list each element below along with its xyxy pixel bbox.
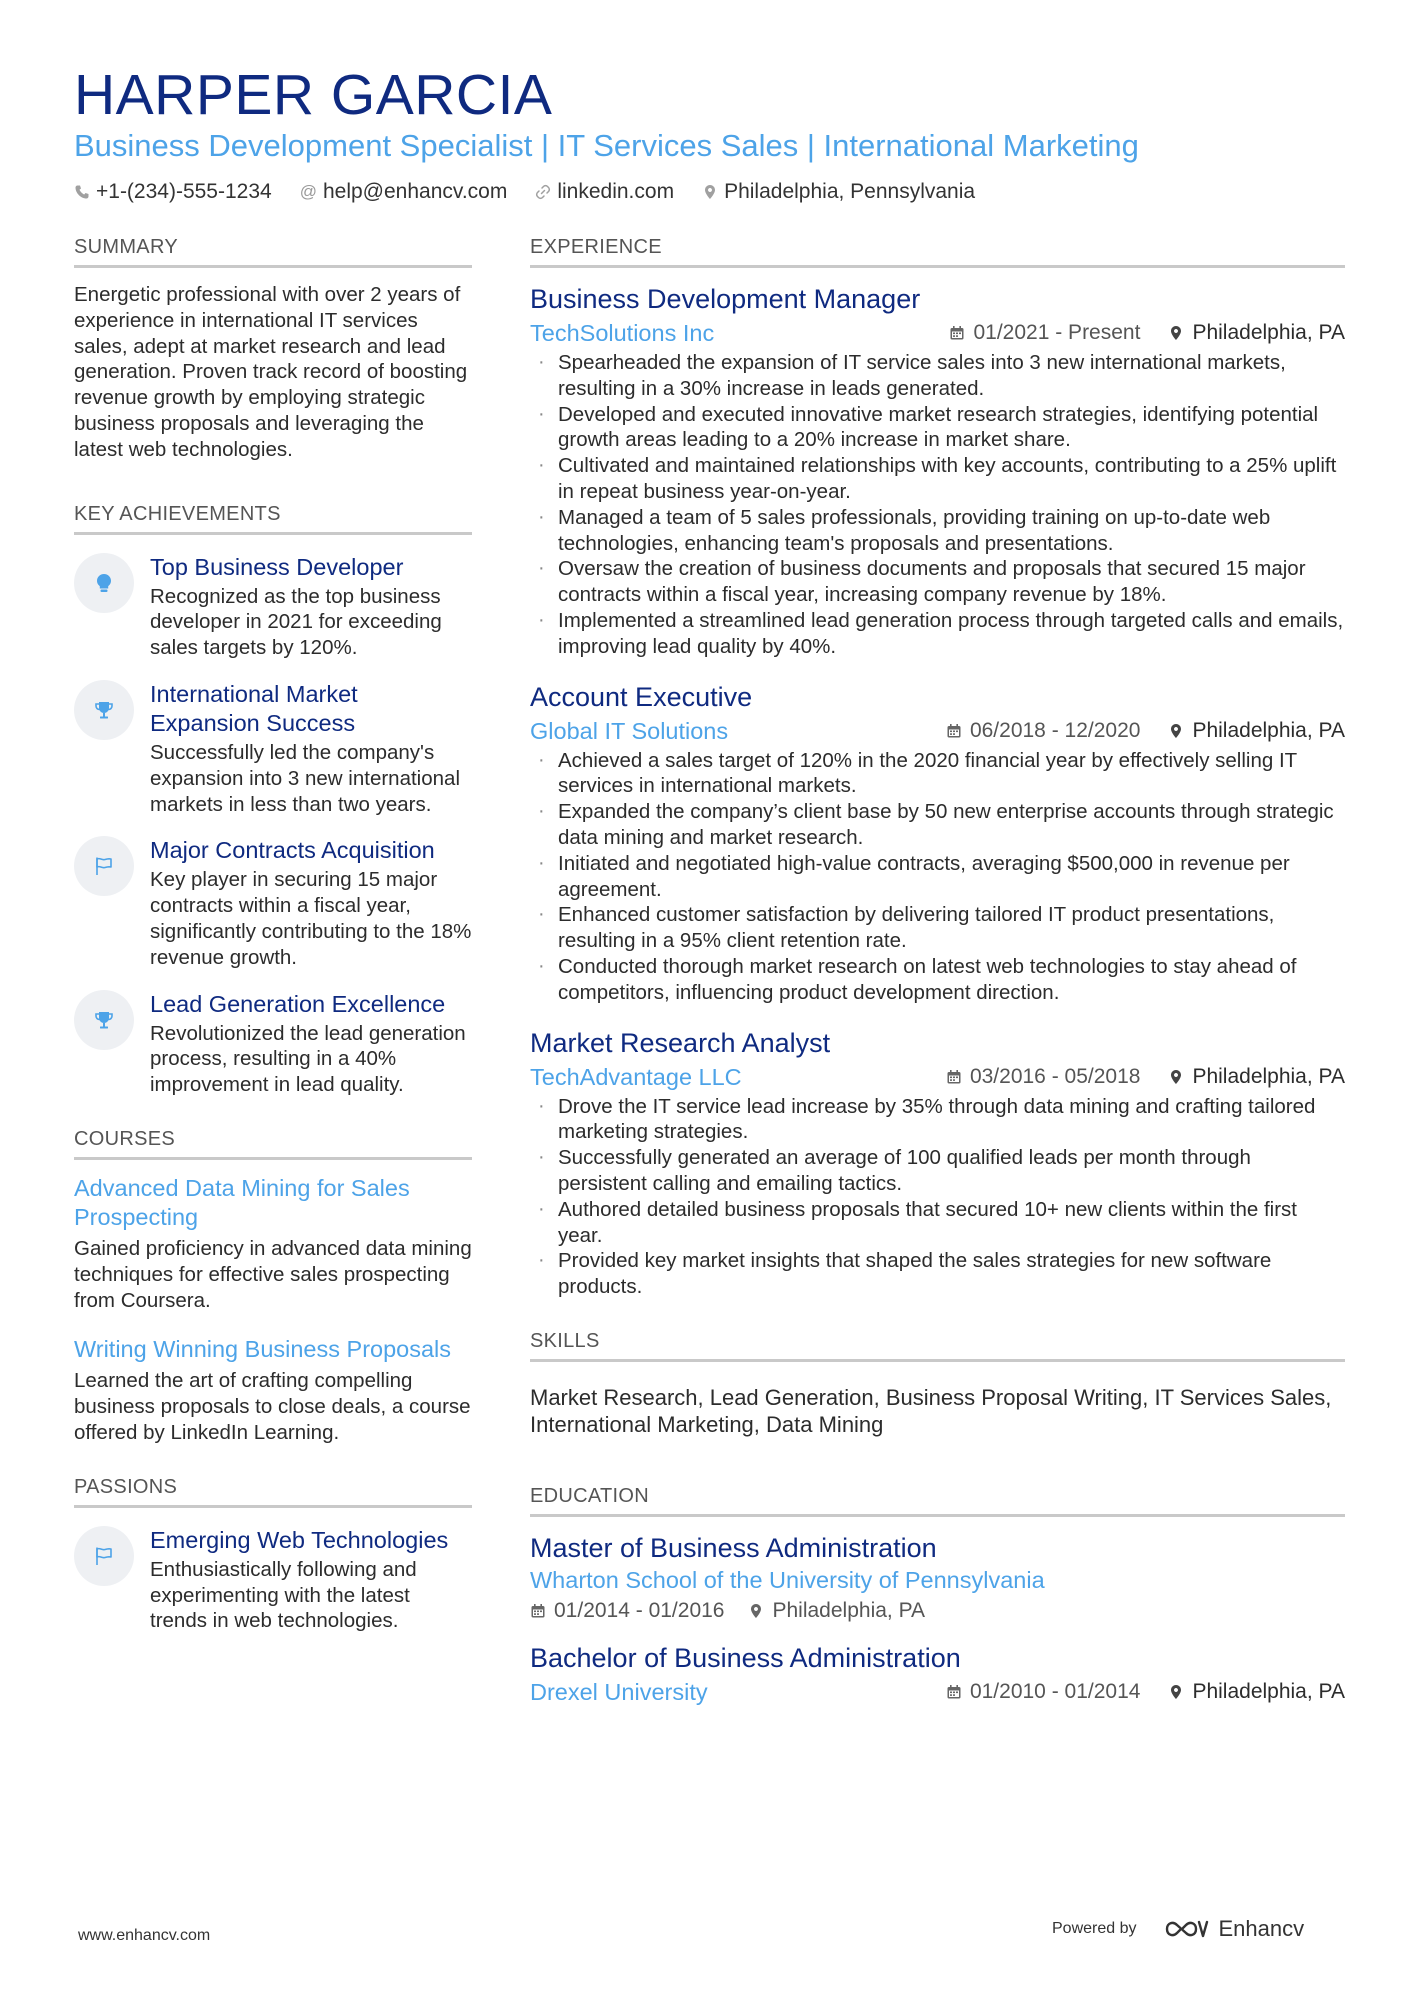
job-location xyxy=(1168,321,1345,345)
job-entry xyxy=(530,282,1345,660)
course-item xyxy=(74,1174,472,1313)
achievement-title: Top Business Developer xyxy=(150,553,404,580)
lightbulb-icon xyxy=(74,553,134,613)
powered-by-label: Powered by xyxy=(1052,1920,1137,1937)
footer-branding xyxy=(1052,1916,1304,1942)
job-title: Account Executive xyxy=(530,681,753,712)
skills-text: Market Research, Lead Generation, Business Proposal Writing, IT Services Sales, International Marketing, Data Mining xyxy=(530,1384,1332,1438)
location-pin-icon xyxy=(1168,723,1184,739)
job-bullet: · Enhanced customer satisfaction by delivering tailored IT product presentations, resulting in a 95% client retention rate. xyxy=(530,902,1345,954)
achievement-item xyxy=(74,553,472,661)
education-heading: EDUCATION xyxy=(530,1485,1345,1517)
footer-website[interactable]: www.enhancv.com xyxy=(78,1927,211,1944)
passion-title: Emerging Web Technologies xyxy=(150,1526,449,1553)
job-bullets xyxy=(530,748,1345,1006)
trophy-icon xyxy=(74,680,134,740)
job-location-text: Philadelphia, PA xyxy=(1192,321,1345,344)
candidate-headline: Business Development Specialist | IT Services Sales | International Marketing xyxy=(74,128,1139,163)
education-school: Wharton School of the University of Pennsylvania xyxy=(530,1566,1045,1593)
calendar-icon xyxy=(530,1603,546,1619)
enhancv-logo[interactable] xyxy=(1163,1916,1305,1942)
achievement-item xyxy=(74,836,472,970)
flag-icon xyxy=(74,836,134,896)
job-entry xyxy=(530,1026,1345,1300)
link-icon xyxy=(535,184,551,200)
job-bullet: · Conducted thorough market research on latest web technologies to stay ahead of competitors, influencing product development direction. xyxy=(530,954,1345,1006)
education-meta xyxy=(530,1599,1345,1623)
courses-heading: COURSES xyxy=(74,1128,472,1160)
achievement-title: International Market Expansion Success xyxy=(150,680,358,736)
education-meta xyxy=(530,1677,1345,1707)
left-column xyxy=(74,236,472,1653)
achievement-title: Lead Generation Excellence xyxy=(150,990,446,1017)
education-dates xyxy=(946,1680,1140,1704)
contact-phone[interactable] xyxy=(74,180,272,204)
job-company: Global IT Solutions xyxy=(530,717,729,744)
job-meta-right xyxy=(921,321,1345,345)
job-company: TechAdvantage LLC xyxy=(530,1063,742,1090)
contact-email-text: help@enhancv.com xyxy=(322,180,508,203)
skills-heading: SKILLS xyxy=(530,1330,1345,1362)
achievement-desc: Key player in securing 15 major contracts within a fiscal year, significantly contributing to the 18% revenue growth. xyxy=(150,868,472,969)
passions-section xyxy=(74,1476,472,1634)
job-meta-right xyxy=(918,719,1345,743)
achievement-title: Major Contracts Acquisition xyxy=(150,837,435,864)
education-section xyxy=(530,1485,1345,1707)
courses-section xyxy=(74,1128,472,1446)
job-location-text: Philadelphia, PA xyxy=(1192,1064,1345,1088)
job-dates-text: 06/2018 - 12/2020 xyxy=(969,718,1141,742)
job-bullet: · Implemented a streamlined lead generation process through targeted calls and emails, improving lead quality by 40%. xyxy=(530,608,1345,660)
job-meta-right xyxy=(918,1065,1345,1089)
summary-section xyxy=(74,236,472,463)
education-school: Drexel University xyxy=(530,1678,708,1705)
job-bullet: · Developed and executed innovative market research strategies, identifying potential growth areas leading to a 20% increase in market share. xyxy=(530,402,1345,454)
location-pin-icon xyxy=(702,184,718,200)
contact-linkedin[interactable] xyxy=(535,180,674,204)
job-dates-text: 01/2021 - Present xyxy=(973,321,1141,344)
job-bullets xyxy=(530,1094,1345,1300)
job-meta xyxy=(530,1062,1345,1092)
location-pin-icon xyxy=(1168,1684,1184,1700)
job-bullet: · Initiated and negotiated high-value contracts, averaging $500,000 in revenue per agreement. xyxy=(530,851,1345,903)
experience-heading: EXPERIENCE xyxy=(530,236,1345,268)
achievement-item xyxy=(74,680,472,817)
job-bullet: · Expanded the company’s client base by 50 new enterprise accounts through strategic data mining and market research. xyxy=(530,799,1345,851)
job-bullet: · Provided key market insights that shaped the sales strategies for new software products. xyxy=(530,1248,1345,1300)
job-dates xyxy=(946,1065,1140,1089)
job-bullet: · Achieved a sales target of 120% in the 2020 financial year by effectively selling IT services in international markets. xyxy=(530,748,1345,800)
job-bullet: · Oversaw the creation of business documents and proposals that secured 15 major contracts within a fiscal year, increasing company revenue by 18%. xyxy=(530,556,1345,608)
summary-text: Energetic professional with over 2 years of experience in international IT services sales, adept at market research and lead generation. Proven track record of boosting revenue growth by employing strategic business proposals and leveraging the latest web technologies. xyxy=(74,283,468,461)
achievements-heading: KEY ACHIEVEMENTS xyxy=(74,503,472,535)
job-title: Market Research Analyst xyxy=(530,1027,831,1058)
achievements-section xyxy=(74,503,472,1098)
course-desc: Learned the art of crafting compelling business proposals to close deals, a course offered by LinkedIn Learning. xyxy=(74,1369,471,1444)
job-title: Business Development Manager xyxy=(530,284,921,314)
job-company: TechSolutions Inc xyxy=(530,320,715,346)
education-degree: Bachelor of Business Administration xyxy=(530,1642,961,1673)
contact-bar xyxy=(74,180,1344,204)
education-location xyxy=(748,1599,925,1623)
education-dates xyxy=(530,1599,724,1623)
achievement-desc: Revolutionized the lead generation process, resulting in a 40% improvement in lead quality. xyxy=(150,1021,466,1097)
candidate-name: HARPER GARCIA xyxy=(74,63,553,127)
passion-item xyxy=(74,1526,472,1634)
job-bullets xyxy=(530,350,1345,660)
achievement-desc: Recognized as the top business developer in 2021 for exceeding sales targets by 120%. xyxy=(150,584,442,660)
education-location-text: Philadelphia, PA xyxy=(1192,1679,1345,1703)
enhancv-logo-icon xyxy=(1163,1916,1209,1942)
calendar-icon xyxy=(946,1684,962,1700)
summary-heading: SUMMARY xyxy=(74,236,472,268)
course-item xyxy=(74,1335,472,1445)
education-meta-right xyxy=(918,1680,1345,1704)
education-location xyxy=(1168,1680,1345,1704)
job-location xyxy=(1168,719,1345,743)
enhancv-brand-text: Enhancv xyxy=(1218,1916,1305,1941)
education-item xyxy=(530,1531,1345,1623)
location-pin-icon xyxy=(1168,325,1184,341)
job-dates xyxy=(946,719,1140,743)
job-meta xyxy=(530,318,1345,348)
flag-icon xyxy=(74,1526,134,1586)
calendar-icon xyxy=(949,325,965,341)
education-dates-text: 01/2010 - 01/2014 xyxy=(969,1679,1141,1703)
contact-location xyxy=(702,180,975,204)
achievement-item xyxy=(74,990,472,1098)
passion-desc: Enthusiastically following and experimenting with the latest trends in web technologies. xyxy=(150,1557,417,1633)
passions-heading: PASSIONS xyxy=(74,1476,472,1508)
contact-linkedin-text: linkedin.com xyxy=(557,180,675,203)
job-bullet: · Successfully generated an average of 100 qualified leads per month through persistent calling and emailing tactics. xyxy=(530,1145,1345,1197)
resume-header xyxy=(74,62,1344,204)
job-entry xyxy=(530,680,1345,1006)
job-location xyxy=(1168,1065,1345,1089)
job-bullet: · Managed a team of 5 sales professionals, providing training on up-to-date web technologies, enhancing team's proposals and presentations. xyxy=(530,505,1345,557)
job-bullet: · Spearheaded the expansion of IT service sales into 3 new international markets, resulting in a 30% increase in leads generated. xyxy=(530,350,1345,402)
job-meta xyxy=(530,716,1345,746)
education-item xyxy=(530,1641,1345,1707)
at-icon: @ xyxy=(299,182,317,201)
job-dates xyxy=(949,321,1140,345)
job-location-text: Philadelphia, PA xyxy=(1192,718,1345,742)
location-pin-icon xyxy=(1168,1069,1184,1085)
job-bullet: · Cultivated and maintained relationships with key accounts, contributing to a 25% uplift in repeat business year-on-year. xyxy=(530,453,1345,505)
education-location-text: Philadelphia, PA xyxy=(772,1598,926,1622)
skills-section xyxy=(530,1330,1345,1439)
experience-section xyxy=(530,236,1345,1300)
achievement-desc: Successfully led the company's expansion into 3 new international markets in less than two years. xyxy=(150,740,460,816)
right-column xyxy=(530,236,1345,1725)
phone-icon xyxy=(74,184,90,200)
course-desc: Gained proficiency in advanced data mining techniques for effective sales prospecting from Coursera. xyxy=(74,1236,472,1312)
location-pin-icon xyxy=(748,1603,764,1619)
contact-email[interactable] xyxy=(300,180,508,204)
job-bullet: · Authored detailed business proposals that secured 10+ new clients within the first year. xyxy=(530,1197,1345,1249)
course-title: Advanced Data Mining for Sales Prospecting xyxy=(74,1174,410,1230)
calendar-icon xyxy=(946,723,962,739)
contact-phone-text: +1-(234)-555-1234 xyxy=(96,180,272,203)
education-dates-text: 01/2014 - 01/2016 xyxy=(554,1598,725,1622)
calendar-icon xyxy=(946,1069,962,1085)
trophy-icon xyxy=(74,990,134,1050)
course-title: Writing Winning Business Proposals xyxy=(74,1336,452,1363)
contact-location-text: Philadelphia, Pennsylvania xyxy=(724,180,976,203)
education-degree: Master of Business Administration xyxy=(530,1532,937,1563)
job-dates-text: 03/2016 - 05/2018 xyxy=(969,1064,1141,1088)
job-bullet: · Drove the IT service lead increase by 35% through data mining and crafting tailored marketing strategies. xyxy=(530,1094,1345,1146)
